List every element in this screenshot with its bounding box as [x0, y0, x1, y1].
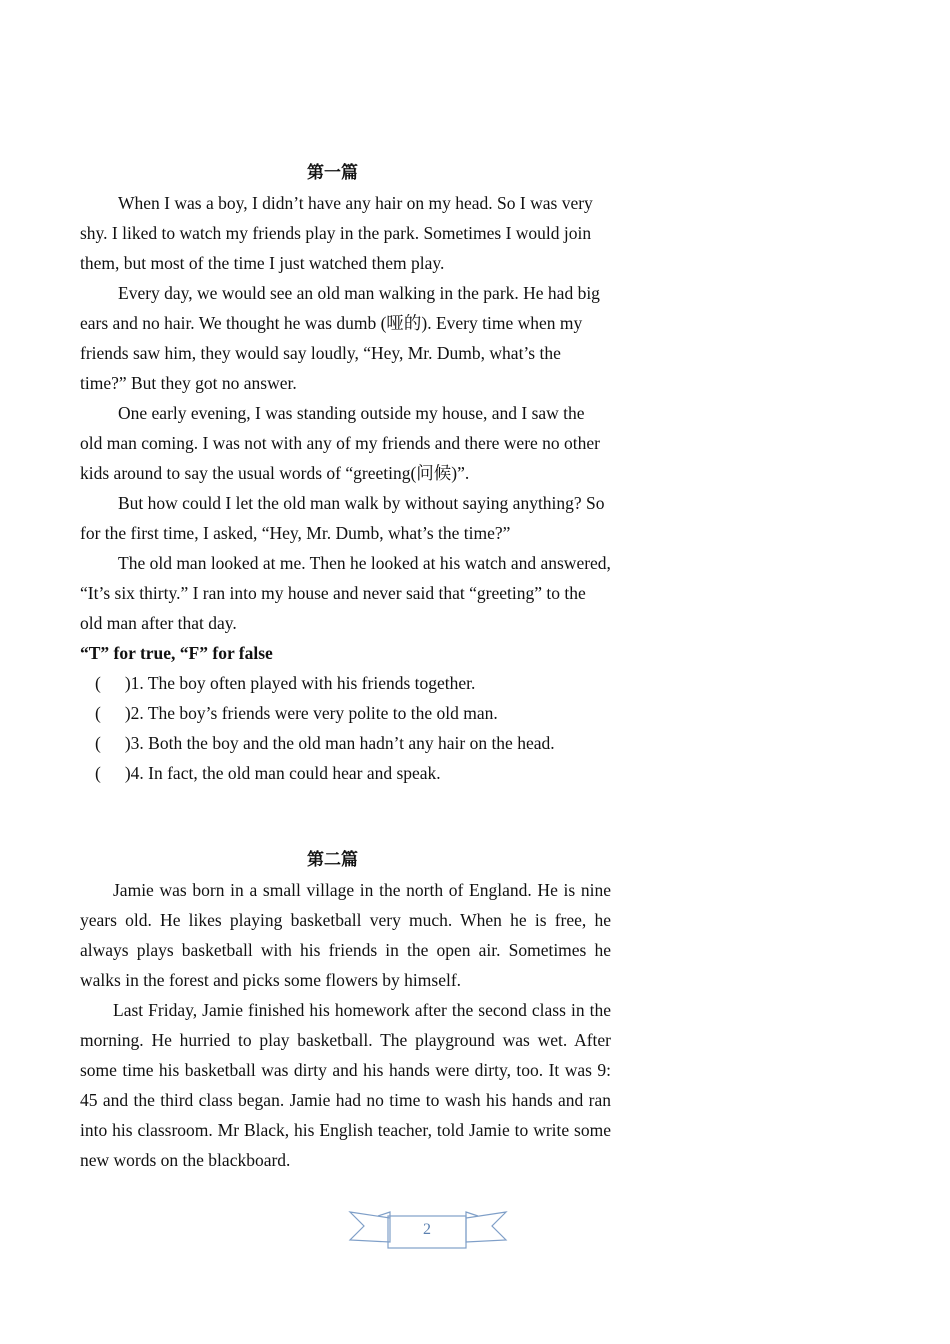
answer-blank[interactable]: ( ) [95, 703, 131, 723]
answer-blank[interactable]: ( ) [95, 763, 131, 783]
passage-one-paragraph: The old man looked at me. Then he looked at his watch and answered, “It’s six thirty.” I ran into my house and never said that “greeting” to the old man after that day. [80, 553, 611, 633]
question-item [80, 668, 611, 698]
question-text: 4. In fact, the old man could hear and speak. [130, 763, 441, 783]
question-item [80, 728, 611, 758]
passage-two-paragraph: Jamie was born in a small village in the north of England. He is nine years old. He likes playing basketball very much. When he is free, he always plays basketball with his friends in the open air. Sometimes he walks in the forest and picks some flowers by himself. [80, 880, 611, 990]
question-text: 3. Both the boy and the old man hadn’t any hair on the head. [130, 733, 555, 753]
passage-one-paragraph: When I was a boy, I didn’t have any hair on my head. So I was very shy. I liked to watch my friends play in the park. Sometimes I would join them, but most of the time I just watched them play. [80, 193, 593, 273]
true-false-instruction: “T” for true, “F” for false [80, 643, 273, 663]
page-number-badge [348, 1208, 508, 1252]
question-text: 2. The boy’s friends were very polite to the old man. [130, 703, 498, 723]
answer-blank[interactable]: ( ) [95, 673, 131, 693]
question-item [80, 698, 611, 728]
question-list [80, 668, 611, 788]
passage-one-paragraph: One early evening, I was standing outside my house, and I saw the old man coming. I was not with any of my friends and there were no other kids around to say the usual words of “greeting(问候)”. [80, 403, 601, 483]
passage-one [80, 158, 611, 788]
answer-blank[interactable]: ( ) [95, 733, 131, 753]
page-number: 2 [423, 1221, 431, 1238]
passage-one-paragraph: Every day, we would see an old man walking in the park. He had big ears and no hair. We thought he was dumb (哑的). Every time when my friends saw him, they would say loudly, “Hey, Mr. Dumb, what’s the time?” But they got no answer. [80, 283, 600, 393]
passage-two-heading: 第二篇 [307, 850, 358, 870]
passage-two-paragraph: Last Friday, Jamie finished his homework after the second class in the morning. He hurried to play basketball. The playground was wet. After some time his basketball was dirty and his hands were dirty, too. It was 9: 45 and the third class began. Jamie had no time to wash his hands and ran into his classroom. Mr Black, his English teacher, told Jamie to write some new words on the blackboard. [80, 1000, 611, 1170]
passage-one-heading: 第一篇 [307, 163, 358, 183]
passage-one-paragraph: But how could I let the old man walk by without saying anything? So for the first time, I asked, “Hey, Mr. Dumb, what’s the time?” [80, 493, 605, 543]
question-item [80, 758, 611, 788]
passage-two [80, 845, 611, 1175]
question-text: 1. The boy often played with his friends together. [130, 673, 476, 693]
